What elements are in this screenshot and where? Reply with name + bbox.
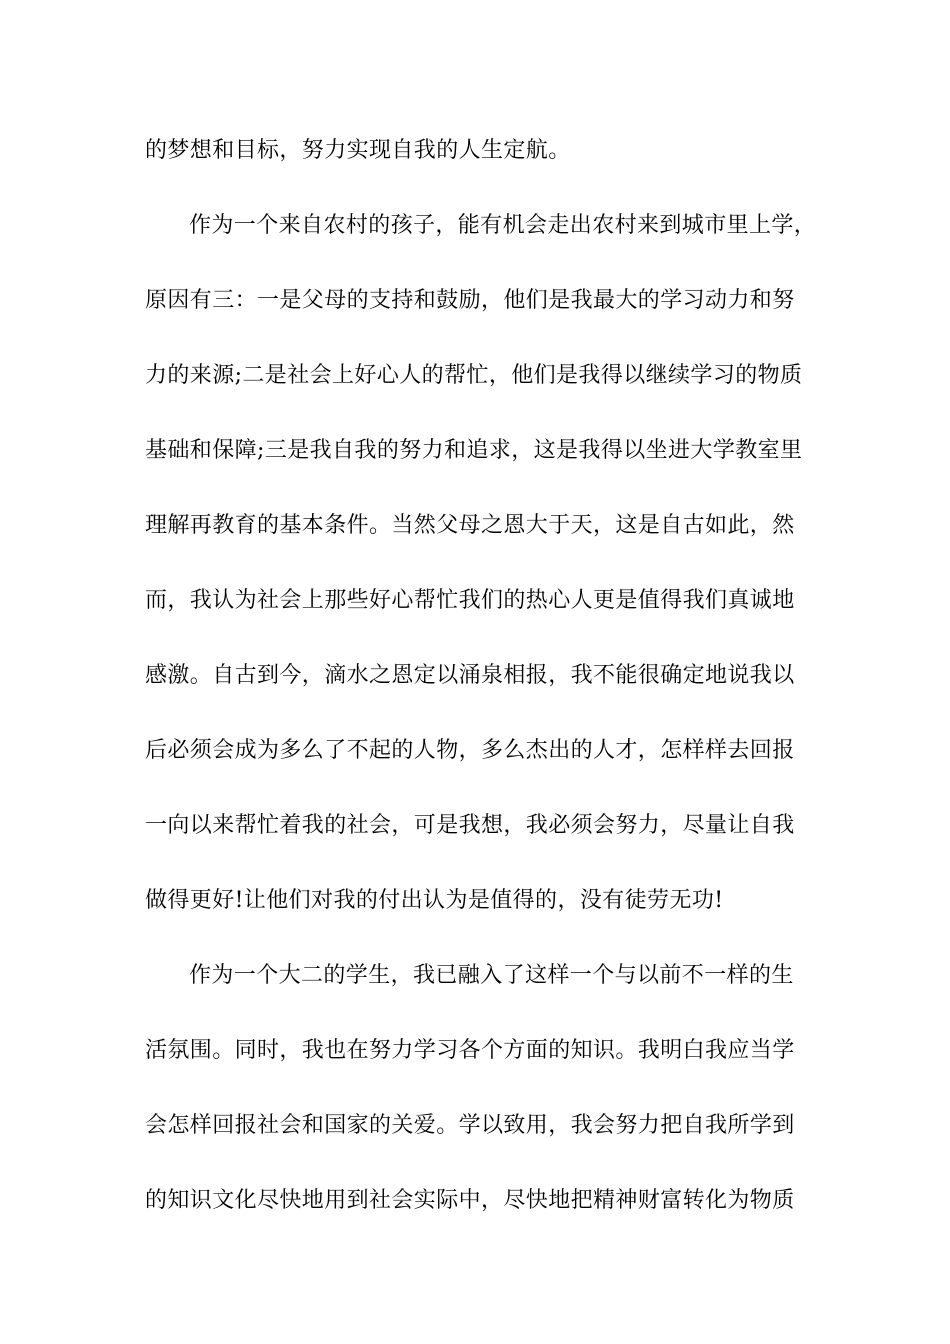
text-line-14: 会怎样回报社会和国家的关爱。学以致用，我会努力把自我所学到 bbox=[145, 1113, 795, 1138]
paragraph-start-line-2: 作为一个来自农村的孩子，能有机会走出农村来到城市里上学， bbox=[189, 213, 817, 238]
text-line-4: 力的来源;二是社会上好心人的帮忙，他们是我得以继续学习的物质 bbox=[145, 363, 803, 388]
text-line-3: 原因有三：一是父母的支持和鼓励，他们是我最大的学习动力和努 bbox=[145, 288, 795, 313]
text-line-5: 基础和保障;三是我自我的努力和追求，这是我得以坐进大学教室里 bbox=[145, 438, 803, 463]
text-line-7: 而，我认为社会上那些好心帮忙我们的热心人更是值得我们真诚地 bbox=[145, 588, 795, 613]
text-line-9: 后必须会成为多么了不起的人物，多么杰出的人才，怎样样去回报 bbox=[145, 738, 795, 763]
text-line-6: 理解再教育的基本条件。当然父母之恩大于天，这是自古如此，然 bbox=[145, 513, 795, 538]
paragraph-start-line-12: 作为一个大二的学生，我已融入了这样一个与以前不一样的生 bbox=[189, 963, 794, 988]
text-line-13: 活氛围。同时，我也在努力学习各个方面的知识。我明白我应当学 bbox=[145, 1038, 795, 1063]
text-line-1: 的梦想和目标，努力实现自我的人生定航。 bbox=[145, 138, 571, 163]
text-line-11: 做得更好!让他们对我的付出认为是值得的，没有徒劳无功! bbox=[145, 888, 724, 913]
text-line-10: 一向以来帮忙着我的社会，可是我想，我必须会努力，尽量让自我 bbox=[145, 813, 795, 838]
text-line-15: 的知识文化尽快地用到社会实际中，尽快地把精神财富转化为物质 bbox=[145, 1188, 795, 1213]
text-line-8: 感激。自古到今，滴水之恩定以涌泉相报，我不能很确定地说我以 bbox=[145, 663, 795, 688]
